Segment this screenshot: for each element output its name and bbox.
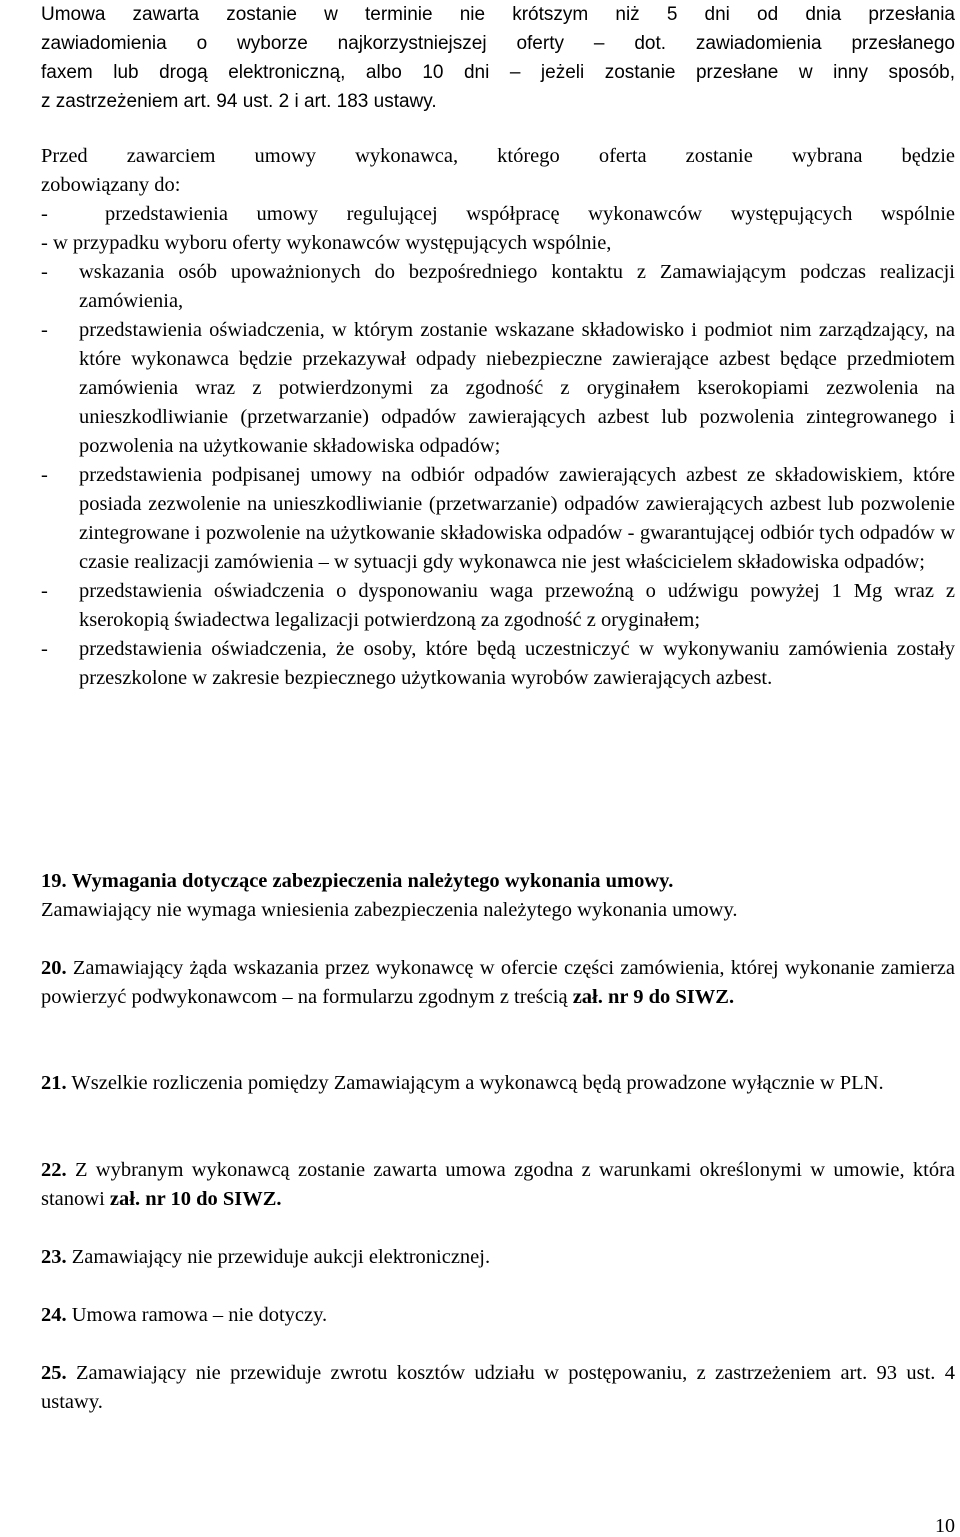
obligations-intro: Przed zawarciem umowy wykonawca, którego oferta zostanie wybrana będzie xyxy=(41,145,955,167)
section-text: Zamawiający nie przewiduje zwrotu kosztów udziału w postępowaniu, z zastrzeżeniem art. 93 ust. 4 ustawy. xyxy=(41,1362,956,1413)
attachment-reference: zał. nr 9 do SIWZ. xyxy=(572,986,735,1008)
section-19 xyxy=(41,867,955,925)
list-dash: - xyxy=(41,580,48,602)
obligation-item: - przedstawienia podpisanej umowy na odbiór odpadów zawierających azbest ze składowiskiem, które posiada zezwolenie na unieszkodliwianie (przetwarzanie) odpadów zawierających azbest lub pozwolenie zintegrowane i pozwolenie na użytkowanie składowiska odpadów - gwarantującej odbiór tych odpadów w czasie realizacji zamówienia – w sytuacji gdy wykonawca nie jest właścicielem składowiska odpadów; xyxy=(41,461,955,577)
section-text: Zamawiający nie wymaga wniesienia zabezpieczenia należytego wykonania umowy. xyxy=(41,899,738,921)
list-dash: - xyxy=(41,319,48,341)
section-23 xyxy=(41,1243,955,1272)
list-dash: - xyxy=(41,638,48,660)
section-number: 25. xyxy=(41,1362,67,1384)
obligation-item: - przedstawienia oświadczenia, że osoby, które będą uczestniczyć w wykonywaniu zamówienia zostały przeszkolone w zakresie bezpiecznego użytkowania wyrobów zawierających azbest. xyxy=(41,635,955,693)
section-number: 20. xyxy=(41,957,67,979)
section-number: 21. xyxy=(41,1072,67,1094)
obligations-intro-cont: zobowiązany do: xyxy=(41,174,181,196)
section-text: Zamawiający żąda wskazania przez wykonawcę w ofercie części zamówienia, której wykonanie zamierza powierzyć podwykonawcom – na formularzu zgodnym z treścią xyxy=(41,957,956,1008)
section-number: 22. xyxy=(41,1159,67,1181)
section-number: 24. xyxy=(41,1304,67,1326)
section-text: Wszelkie rozliczenia pomiędzy Zamawiającym a wykonawcą będą prowadzone wyłącznie w PLN. xyxy=(71,1072,884,1094)
section-25 xyxy=(41,1359,955,1417)
section-title: Wymagania dotyczące zabezpieczenia należytego wykonania umowy. xyxy=(71,870,674,892)
section-heading xyxy=(41,867,955,896)
section-number: 19. xyxy=(41,870,67,892)
intro-line: z zastrzeżeniem art. 94 ust. 2 i art. 183 ustawy. xyxy=(41,91,437,112)
section-22 xyxy=(41,1156,955,1214)
obligation-item: - przedstawienia oświadczenia, w którym zostanie wskazane składowisko i podmiot nim zarządzający, na które wykonawca będzie przekazywał odpady niebezpieczne zawierające azbest będące przedmiotem zamówienia wraz z potwierdzonymi za zgodność z oryginałem kserokopiami zezwolenia na unieszkodliwianie (przetwarzanie) odpadów zawierających azbest lub pozwolenia zintegrowanego i pozwolenia na użytkowanie składowiska odpadów; xyxy=(41,316,955,461)
section-text: Zamawiający nie przewiduje aukcji elektronicznej. xyxy=(71,1246,491,1268)
section-number: 23. xyxy=(41,1246,67,1268)
obligations-block xyxy=(41,142,955,693)
obligation-item: - przedstawienia oświadczenia o dysponowaniu waga przewoźną o udźwigu powyżej 1 Mg wraz z kserokopią świadectwa legalizacji potwierdzoną za zgodność z oryginałem; xyxy=(41,577,955,635)
obligation-item: - wskazania osób upoważnionych do bezpośredniego kontaktu z Zamawiającym podczas realizacji zamówienia, xyxy=(41,258,955,316)
intro-paragraph xyxy=(41,0,955,116)
obligation-item: - przedstawienia umowy regulującej współpracę wykonawców występujących wspólnie xyxy=(41,203,955,225)
list-dash: - xyxy=(41,261,48,283)
list-dash: - xyxy=(41,203,48,225)
attachment-reference: zał. nr 10 do SIWZ. xyxy=(109,1188,282,1210)
list-dash: - xyxy=(41,464,48,486)
intro-line: faxem lub drogą elektroniczną, albo 10 dni – jeżeli zostanie przesłane w inny sposób, xyxy=(41,62,955,83)
section-21 xyxy=(41,1069,955,1098)
page-number: 10 xyxy=(935,1515,955,1537)
section-text: Umowa ramowa – nie dotyczy. xyxy=(71,1304,328,1326)
section-20 xyxy=(41,954,955,1012)
section-text: Z wybranym wykonawcą zostanie zawarta umowa zgodna z warunkami określonymi w umowie, która stanowi xyxy=(41,1159,955,1210)
intro-line: Umowa zawarta zostanie w terminie nie krótszym niż 5 dni od dnia przesłania xyxy=(41,4,955,25)
intro-line: zawiadomienia o wyborze najkorzystniejszej oferty – dot. zawiadomienia przesłanego xyxy=(41,33,955,54)
section-24 xyxy=(41,1301,955,1330)
obligation-item-cont: - w przypadku wyboru oferty wykonawców występujących wspólnie, xyxy=(41,232,612,254)
